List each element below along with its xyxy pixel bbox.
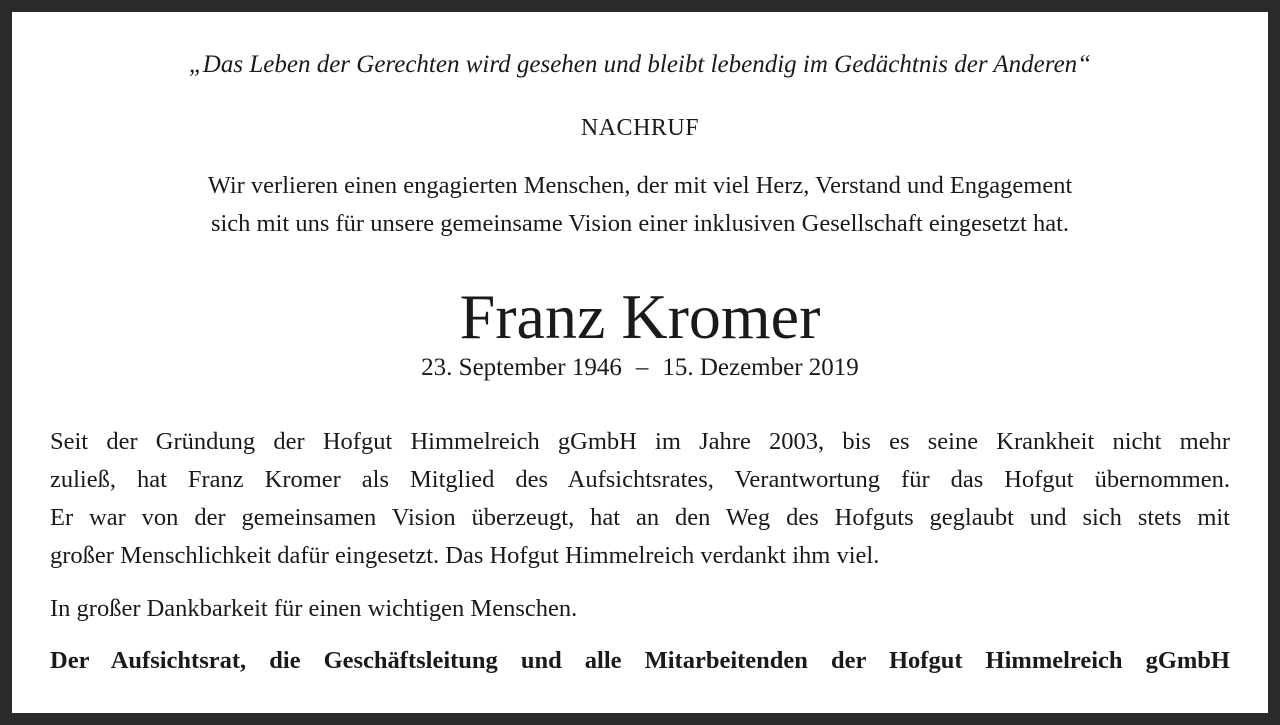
death-date: 15. Dezember 2019 xyxy=(662,354,859,381)
motto-quote: „Das Leben der Gerechten wird gesehen und bleibt lebendig im Gedächtnis der Anderen“ xyxy=(188,51,1092,78)
intro-line: sich mit uns für unsere gemeinsame Vision einer inklusiven Gesellschaft eingesetzt hat. xyxy=(210,210,1070,237)
tribute-paragraph xyxy=(50,423,1230,575)
tribute-line: Er war von der gemeinsamen Vision überzeugt, hat an den Weg des Hofguts geglaubt und sich stets mit xyxy=(50,504,1230,531)
intro-paragraph xyxy=(12,167,1268,243)
notice-heading: NACHRUF xyxy=(580,115,700,141)
thanks-line: In großer Dankbarkeit für einen wichtigen Menschen. xyxy=(50,595,578,622)
intro-line: Wir verlieren einen engagierten Menschen, der mit viel Herz, Verstand und Engagement xyxy=(207,172,1073,199)
tribute-line: zuließ, hat Franz Kromer als Mitglied des Aufsichtsrates, Verantwortung für das Hofgut übernommen. xyxy=(50,466,1230,493)
life-dates xyxy=(12,352,1268,384)
birth-date: 23. September 1946 xyxy=(421,354,622,381)
deceased-name: Franz Kromer xyxy=(459,281,821,352)
obituary-notice xyxy=(12,12,1268,713)
signature-line: Der Aufsichtsrat, die Geschäftsleitung und alle Mitarbeitenden der Hofgut Himmelreich gGmbH xyxy=(50,647,1230,674)
tribute-line: großer Menschlichkeit dafür eingesetzt. Das Hofgut Himmelreich verdankt ihm viel. xyxy=(50,542,880,569)
date-separator: – xyxy=(635,354,649,381)
tribute-line: Seit der Gründung der Hofgut Himmelreich gGmbH im Jahre 2003, bis es seine Krankheit nicht mehr xyxy=(50,428,1230,455)
